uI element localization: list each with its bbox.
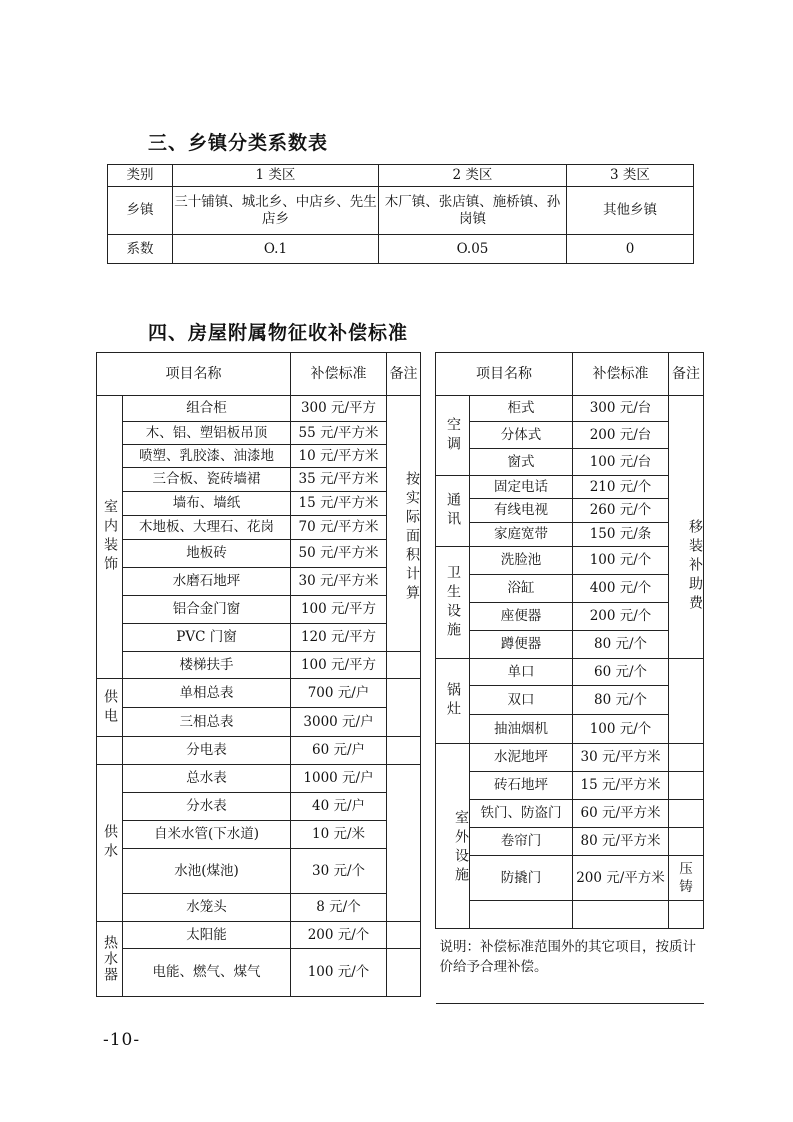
group-water-heater: 热水器 bbox=[97, 922, 123, 997]
item-standard: 60 元/平方米 bbox=[573, 800, 669, 828]
section4-title: 四、房屋附属物征收补偿标准 bbox=[148, 322, 409, 344]
zone-3-towns: 其他乡镇 bbox=[567, 187, 694, 235]
item-standard: 150 元/条 bbox=[573, 523, 669, 547]
header-category: 类别 bbox=[108, 165, 173, 187]
item-standard: 70 元/平方米 bbox=[291, 516, 387, 540]
empty-remark bbox=[387, 737, 421, 765]
item-name: 墙布、墙纸 bbox=[123, 492, 291, 516]
item-standard: 50 元/平方米 bbox=[291, 540, 387, 568]
group-stove: 锅灶 bbox=[436, 659, 470, 744]
item-standard: 700 元/户 bbox=[291, 679, 387, 708]
zone-3-coefficient: 0 bbox=[567, 235, 694, 264]
item-name: 分体式 bbox=[470, 422, 573, 449]
item-standard: 100 元/台 bbox=[573, 449, 669, 476]
header-standard: 补偿标准 bbox=[573, 353, 669, 396]
item-standard: 200 元/个 bbox=[291, 922, 387, 949]
item-standard: 100 元/平方 bbox=[291, 652, 387, 679]
item-standard: 80 元/平方米 bbox=[573, 828, 669, 856]
item-standard: 30 元/个 bbox=[291, 849, 387, 894]
row-label-coefficient: 系数 bbox=[108, 235, 173, 264]
township-coefficient-table bbox=[107, 164, 694, 264]
group-air-conditioner: 空调 bbox=[436, 396, 470, 476]
group-outdoor-facilities: 室外设施 bbox=[436, 744, 470, 929]
item-standard: 120 元/平方 bbox=[291, 624, 387, 652]
item-name: 窗式 bbox=[470, 449, 573, 476]
item-name: 自米水管(下水道) bbox=[123, 821, 291, 849]
item-standard: 200 元/平方米 bbox=[573, 856, 669, 901]
page-number: -10- bbox=[103, 1030, 141, 1050]
item-name: 双口 bbox=[470, 686, 573, 715]
item-name: 组合柜 bbox=[123, 396, 291, 422]
item-name: 太阳能 bbox=[123, 922, 291, 949]
zone-1-towns: 三十铺镇、城北乡、中店乡、先生店乡 bbox=[173, 187, 379, 235]
empty-remark bbox=[669, 772, 704, 800]
zone-2-coefficient: O.05 bbox=[379, 235, 567, 264]
item-name: 防撬门 bbox=[470, 856, 573, 901]
item-name: 分电表 bbox=[123, 737, 291, 765]
item-name: 三合板、瓷砖墙裙 bbox=[123, 468, 291, 492]
item-standard: 60 元/户 bbox=[291, 737, 387, 765]
item-name: 单相总表 bbox=[123, 679, 291, 708]
item-name: 柜式 bbox=[470, 396, 573, 422]
header-zone-1: 1 类区 bbox=[173, 165, 379, 187]
item-standard: 55 元/平方米 bbox=[291, 422, 387, 445]
section3-title: 三、乡镇分类系数表 bbox=[148, 132, 329, 154]
item-standard: 3000 元/户 bbox=[291, 708, 387, 737]
item-standard: 300 元/平方 bbox=[291, 396, 387, 422]
relocation-remark: 移装补助费 bbox=[669, 396, 704, 659]
item-name: 座便器 bbox=[470, 603, 573, 631]
empty-remark bbox=[669, 659, 704, 744]
item-standard: 300 元/台 bbox=[573, 396, 669, 422]
group-power-supply: 供电 bbox=[97, 679, 123, 737]
empty-item-standard bbox=[573, 901, 669, 929]
zone-1-coefficient: O.1 bbox=[173, 235, 379, 264]
item-name: 木、铝、塑铝板吊顶 bbox=[123, 422, 291, 445]
item-name: 地板砖 bbox=[123, 540, 291, 568]
note-text: 说明：补偿标准范围外的其它项目，按质计价给予合理补偿。 bbox=[436, 929, 704, 1004]
item-name: 固定电话 bbox=[470, 476, 573, 499]
item-name: 铝合金门窗 bbox=[123, 596, 291, 624]
item-name: 家庭宽带 bbox=[470, 523, 573, 547]
item-standard: 80 元/个 bbox=[573, 631, 669, 659]
item-standard: 15 元/平方米 bbox=[573, 772, 669, 800]
indoor-remark: 按实际面积计算 bbox=[387, 396, 421, 652]
item-name: PVC 门窗 bbox=[123, 624, 291, 652]
item-standard: 260 元/个 bbox=[573, 499, 669, 523]
empty-remark bbox=[387, 679, 421, 737]
item-standard: 10 元/平方米 bbox=[291, 445, 387, 468]
item-standard: 8 元/个 bbox=[291, 894, 387, 922]
item-standard: 35 元/平方米 bbox=[291, 468, 387, 492]
item-name: 总水表 bbox=[123, 765, 291, 793]
item-name: 分水表 bbox=[123, 793, 291, 821]
item-name: 楼梯扶手 bbox=[123, 652, 291, 679]
item-name: 电能、燃气、煤气 bbox=[123, 949, 291, 997]
group-communication: 通讯 bbox=[436, 476, 470, 547]
group-water-supply: 供水 bbox=[97, 765, 123, 922]
compensation-table-left bbox=[96, 352, 421, 997]
empty-group bbox=[97, 737, 123, 765]
item-name: 抽油烟机 bbox=[470, 715, 573, 744]
group-sanitary-facilities: 卫生设施 bbox=[436, 547, 470, 659]
item-name: 三相总表 bbox=[123, 708, 291, 737]
item-name: 水泥地坪 bbox=[470, 744, 573, 772]
item-standard: 80 元/个 bbox=[573, 686, 669, 715]
item-standard: 200 元/个 bbox=[573, 603, 669, 631]
item-remark: 压铸 bbox=[669, 856, 704, 901]
item-standard: 100 元/个 bbox=[291, 949, 387, 997]
header-item-name: 项目名称 bbox=[436, 353, 573, 396]
empty-remark bbox=[669, 800, 704, 828]
item-name: 水笼头 bbox=[123, 894, 291, 922]
item-standard: 30 元/平方米 bbox=[573, 744, 669, 772]
row-label-town: 乡镇 bbox=[108, 187, 173, 235]
item-name: 洗脸池 bbox=[470, 547, 573, 575]
item-standard: 210 元/个 bbox=[573, 476, 669, 499]
item-name: 卷帘门 bbox=[470, 828, 573, 856]
item-standard: 15 元/平方米 bbox=[291, 492, 387, 516]
empty-remark bbox=[387, 922, 421, 949]
item-name: 有线电视 bbox=[470, 499, 573, 523]
header-item-name: 项目名称 bbox=[97, 353, 291, 396]
header-standard: 补偿标准 bbox=[291, 353, 387, 396]
item-standard: 200 元/台 bbox=[573, 422, 669, 449]
item-name: 浴缸 bbox=[470, 575, 573, 603]
empty-item-name bbox=[470, 901, 573, 929]
item-standard: 30 元/平方米 bbox=[291, 568, 387, 596]
header-zone-2: 2 类区 bbox=[379, 165, 567, 187]
empty-remark bbox=[669, 828, 704, 856]
header-remark: 备注 bbox=[669, 353, 704, 396]
item-standard: 100 元/个 bbox=[573, 715, 669, 744]
item-standard: 100 元/个 bbox=[573, 547, 669, 575]
empty-remark bbox=[387, 949, 421, 997]
item-standard: 400 元/个 bbox=[573, 575, 669, 603]
item-name: 水池(煤池) bbox=[123, 849, 291, 894]
item-standard: 100 元/平方 bbox=[291, 596, 387, 624]
item-standard: 60 元/个 bbox=[573, 659, 669, 686]
header-zone-3: 3 类区 bbox=[567, 165, 694, 187]
empty-remark bbox=[387, 652, 421, 679]
empty-remark bbox=[387, 765, 421, 922]
empty-remark bbox=[669, 901, 704, 929]
empty-remark bbox=[669, 744, 704, 772]
item-name: 蹲便器 bbox=[470, 631, 573, 659]
item-name: 水磨石地坪 bbox=[123, 568, 291, 596]
compensation-table-right bbox=[435, 352, 704, 1004]
item-name: 单口 bbox=[470, 659, 573, 686]
item-name: 木地板、大理石、花岗 bbox=[123, 516, 291, 540]
item-standard: 10 元/米 bbox=[291, 821, 387, 849]
item-standard: 40 元/户 bbox=[291, 793, 387, 821]
item-name: 砖石地坪 bbox=[470, 772, 573, 800]
item-standard: 1000 元/户 bbox=[291, 765, 387, 793]
group-indoor-decoration: 室内装饰 bbox=[97, 396, 123, 679]
zone-2-towns: 木厂镇、张店镇、施桥镇、孙岗镇 bbox=[379, 187, 567, 235]
item-name: 喷塑、乳胶漆、油漆地 bbox=[123, 445, 291, 468]
item-name: 铁门、防盗门 bbox=[470, 800, 573, 828]
header-remark: 备注 bbox=[387, 353, 421, 396]
